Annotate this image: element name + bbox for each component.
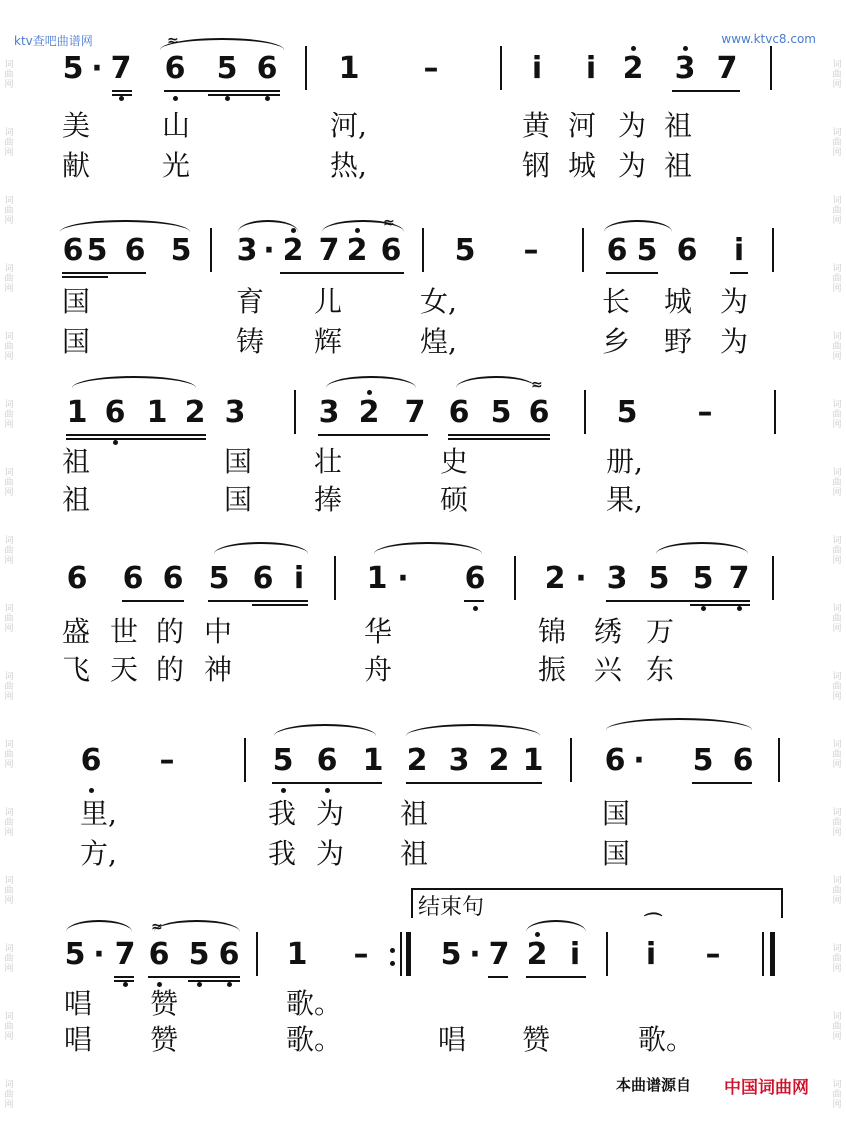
lyric: 方,: [80, 837, 117, 870]
lyric: 赞: [150, 987, 179, 1020]
lyric: 女,: [420, 285, 457, 318]
note: 2: [526, 938, 548, 972]
lyric: 壮: [314, 445, 343, 478]
side-watermark: 词 曲 网: [4, 1080, 14, 1110]
lyric: 万: [646, 615, 675, 648]
note: 3: [606, 561, 628, 596]
barline: [570, 738, 572, 782]
lyric: 祖: [664, 149, 693, 182]
note: 6 ≈: [148, 938, 170, 972]
slur: [374, 542, 482, 554]
note: 7: [716, 51, 738, 86]
barline-thick: [770, 932, 775, 976]
note: 1: [366, 561, 388, 596]
lyric: 为: [618, 109, 647, 142]
lyric: 的: [156, 615, 185, 648]
underline: [272, 782, 382, 784]
slur: [456, 376, 536, 388]
underline: [280, 272, 404, 274]
lyric: 里,: [80, 797, 117, 830]
note: 3: [448, 743, 470, 778]
note: 5: [170, 233, 192, 268]
dash: –: [423, 51, 439, 86]
note: 5: [188, 938, 210, 972]
lyric-line-2: [0, 654, 846, 686]
lyric: 煌,: [420, 325, 457, 358]
note: 6 ≈: [164, 52, 186, 86]
barline-thick: [406, 932, 411, 976]
lyric: 国: [62, 285, 91, 318]
lyric: 为: [720, 285, 749, 318]
barline: [772, 556, 774, 600]
underline: [66, 434, 206, 436]
note: 5: [86, 233, 108, 268]
note: 2: [184, 395, 206, 430]
repeat-dots: [390, 940, 396, 974]
slur: [214, 542, 308, 554]
slur: [274, 724, 376, 736]
slur: [406, 724, 540, 736]
note: 5: [216, 52, 238, 86]
barline: [422, 228, 424, 272]
note: 6: [256, 52, 278, 86]
note: 6: [604, 743, 626, 778]
barline: [584, 390, 586, 434]
note: 6: [66, 561, 88, 596]
lyric-line-2: [0, 150, 846, 182]
underline: [692, 782, 752, 784]
note: 6: [732, 743, 754, 778]
lyric: 舟: [364, 653, 393, 686]
slur: [66, 920, 132, 932]
note: 7: [404, 395, 426, 430]
note: 1: [286, 937, 308, 972]
note: 6: [122, 561, 144, 596]
note: 6: [124, 233, 146, 268]
note: 7: [488, 937, 510, 972]
barline: [778, 738, 780, 782]
source-site[interactable]: 中国词曲网: [724, 1078, 809, 1098]
note: 5: [648, 561, 670, 596]
lyric: 果,: [606, 483, 643, 516]
lyric: 史: [440, 445, 469, 478]
slur: [656, 542, 748, 554]
notes-row: [0, 744, 846, 784]
side-watermark: 词 曲 网: [4, 128, 14, 158]
dash: –: [353, 937, 369, 972]
side-watermark: 词 曲 网: [4, 1012, 14, 1042]
lyric: 河: [568, 109, 597, 142]
side-watermark: 词 曲 网: [832, 128, 842, 158]
note: 2: [346, 234, 368, 268]
underline: [606, 600, 750, 602]
lyric: 黄: [522, 109, 551, 142]
barline: [762, 932, 764, 976]
note: 6: [606, 233, 628, 268]
note: 1: [338, 51, 360, 86]
barline: [770, 46, 772, 90]
underline: [318, 434, 428, 436]
lyric: 热,: [330, 149, 367, 182]
lyric: 东: [646, 653, 675, 686]
notes-row: [0, 912, 846, 978]
note: 1: [522, 743, 544, 778]
lyric: 华: [364, 615, 393, 648]
lyric: 献: [62, 149, 91, 182]
note: i: [293, 561, 305, 596]
note: 6: [62, 233, 84, 268]
lyric: 我: [268, 797, 297, 830]
note: 3: [224, 395, 246, 430]
lyric: 振: [538, 653, 567, 686]
barline: [305, 46, 307, 90]
dash: –: [705, 937, 721, 972]
lyric: 乡: [602, 325, 631, 358]
underline: [730, 272, 748, 274]
lyric: 为: [720, 325, 749, 358]
note: 1: [146, 395, 168, 430]
lyric-line-1: [0, 988, 846, 1020]
lyric-line-2: [0, 1024, 846, 1056]
dot-mark: ·: [91, 51, 103, 86]
note: 5: [616, 395, 638, 430]
side-watermark: 词 曲 网: [832, 468, 842, 498]
watermark-right: www.ktvc8.com: [721, 32, 816, 46]
lyric-line-1: [0, 110, 846, 142]
notes-row: [0, 562, 846, 602]
lyric: 儿: [314, 285, 343, 318]
side-watermark: 词 曲 网: [832, 672, 842, 702]
lyric: 铸: [236, 325, 265, 358]
slur: [326, 376, 416, 388]
slur: [72, 376, 196, 388]
underline: [672, 90, 740, 92]
lyric: 唱: [438, 1023, 467, 1056]
note: 6: [252, 561, 274, 596]
barline: [500, 46, 502, 90]
lyric: 我: [268, 837, 297, 870]
barline: [294, 390, 296, 434]
note: i: [569, 937, 581, 972]
underline: [148, 976, 240, 978]
dot-mark: ·: [575, 561, 587, 596]
note: 6: [676, 233, 698, 268]
lyric: 天: [110, 653, 139, 686]
note: 2: [282, 234, 304, 268]
side-watermark: 词 曲 网: [4, 60, 14, 90]
note: 5: [692, 743, 714, 778]
underline: [488, 976, 508, 978]
note: 6: [218, 938, 240, 972]
lyric: 美: [62, 109, 91, 142]
underline: [188, 980, 240, 982]
source-label: 本曲谱源自: [616, 1076, 692, 1094]
note: 2: [622, 52, 644, 86]
underline: [252, 604, 308, 606]
dash: –: [697, 395, 713, 430]
lyric: 城: [664, 285, 693, 318]
lyric: 唱: [64, 987, 93, 1020]
lyric-line-1: [0, 286, 846, 318]
lyric: 河,: [330, 109, 367, 142]
note: 5: [636, 233, 658, 268]
lyric: 国: [224, 483, 253, 516]
lyric: 赞: [522, 1023, 551, 1056]
lyric: 硕: [440, 483, 469, 516]
barline: [514, 556, 516, 600]
side-watermark: 词 曲 网: [4, 944, 14, 974]
barline: [774, 390, 776, 434]
note: 1: [66, 395, 88, 430]
note: 2: [544, 561, 566, 596]
note: 7: [110, 52, 132, 86]
lyric-line-1: [0, 616, 846, 648]
barline: [772, 228, 774, 272]
lyric: 国: [62, 325, 91, 358]
note: 6 ≈: [380, 215, 402, 268]
underline: [526, 976, 586, 978]
note: 5: [490, 395, 512, 430]
underline: [114, 976, 134, 978]
side-watermark: 词 曲 网: [4, 332, 14, 362]
lyric: 城: [568, 149, 597, 182]
note: 7: [114, 938, 136, 972]
lyric: 祖: [400, 837, 429, 870]
note: i ⌒: [641, 912, 659, 972]
underline: [406, 782, 542, 784]
lyric: 祖: [62, 483, 91, 516]
side-watermark: 词 曲 网: [4, 400, 14, 430]
note: 2: [406, 743, 428, 778]
ending-label: 结束句: [418, 895, 485, 920]
note: 6 ≈: [528, 377, 550, 430]
side-watermark: 词 曲 网: [4, 536, 14, 566]
underline: [164, 90, 280, 92]
lyric-line-2: [0, 484, 846, 516]
side-watermark: 词 曲 网: [4, 196, 14, 226]
lyric: 的: [156, 653, 185, 686]
note: 5: [64, 937, 86, 972]
lyric: 世: [110, 615, 139, 648]
side-watermark: 词 曲 网: [832, 536, 842, 566]
lyric: 祖: [664, 109, 693, 142]
dot-mark: ·: [469, 937, 481, 972]
note: 6: [448, 395, 470, 430]
side-watermark: 词 曲 网: [4, 468, 14, 498]
watermark-left: ktv查吧曲谱网: [14, 34, 93, 48]
barline: [244, 738, 246, 782]
slur: [604, 220, 672, 232]
lyric-line-2: [0, 838, 846, 870]
barline: [606, 932, 608, 976]
lyric: 钢: [522, 149, 551, 182]
barline: [210, 228, 212, 272]
underline: [112, 90, 132, 92]
lyric: 歌。: [638, 1023, 695, 1056]
lyric: 为: [618, 149, 647, 182]
barline: [582, 228, 584, 272]
dot-mark: ·: [397, 561, 409, 596]
note: i: [733, 233, 745, 268]
lyric: 为: [316, 797, 345, 830]
barline: [400, 932, 402, 976]
lyric: 长: [602, 285, 631, 318]
side-watermark: 词 曲 网: [4, 876, 14, 906]
lyric: 辉: [314, 325, 343, 358]
underline: [448, 438, 550, 440]
side-watermark: 词 曲 网: [832, 808, 842, 838]
dash: –: [523, 233, 539, 268]
slur: [60, 220, 190, 232]
note: 5: [208, 561, 230, 596]
lyric: 兴: [594, 653, 623, 686]
side-watermark: 词 曲 网: [832, 196, 842, 226]
underline: [208, 94, 280, 96]
side-watermark: 词 曲 网: [832, 1012, 842, 1042]
note: i: [531, 51, 543, 86]
note: 2: [358, 396, 380, 430]
side-watermark: 词 曲 网: [832, 876, 842, 906]
slur: [606, 718, 752, 730]
dot-mark: ·: [93, 937, 105, 972]
dot-mark: ·: [263, 233, 275, 268]
lyric: 绣: [594, 615, 623, 648]
underline: [606, 272, 658, 274]
side-watermark: 词 曲 网: [832, 60, 842, 90]
note: 5: [692, 562, 714, 596]
lyric: 国: [224, 445, 253, 478]
barline: [256, 932, 258, 976]
side-watermark: 词 曲 网: [832, 332, 842, 362]
side-watermark: 词 曲 网: [832, 944, 842, 974]
note: 5: [440, 937, 462, 972]
dot-mark: ·: [633, 743, 645, 778]
note: 6: [316, 744, 338, 778]
lyric: 育: [236, 285, 265, 318]
underline: [208, 600, 308, 602]
underline: [62, 276, 108, 278]
notes-row: [0, 377, 846, 436]
note: 6: [80, 744, 102, 778]
slur: [154, 920, 240, 932]
lyric: 光: [162, 149, 191, 182]
slur: [238, 220, 298, 232]
underline: [448, 434, 550, 436]
lyric: 飞: [62, 653, 91, 686]
lyric: 为: [316, 837, 345, 870]
note: 3: [318, 395, 340, 430]
side-watermark: 词 曲 网: [832, 604, 842, 634]
lyric: 赞: [150, 1023, 179, 1056]
lyric: 歌。: [286, 1023, 343, 1056]
note: 5: [62, 51, 84, 86]
lyric: 国: [602, 837, 631, 870]
note: 2: [488, 743, 510, 778]
lyric: 歌。: [286, 987, 343, 1020]
side-watermark: 词 曲 网: [832, 264, 842, 294]
side-watermark: 词 曲 网: [832, 400, 842, 430]
note: 7: [318, 233, 340, 268]
underline: [122, 600, 184, 602]
lyric: 祖: [62, 445, 91, 478]
side-watermark: 词 曲 网: [4, 740, 14, 770]
underline: [114, 980, 134, 982]
lyric: 唱: [64, 1023, 93, 1056]
note: i: [585, 51, 597, 86]
underline: [464, 600, 484, 602]
side-watermark: 词 曲 网: [832, 1080, 842, 1110]
lyric-line-2: [0, 326, 846, 358]
side-watermark: 词 曲 网: [4, 672, 14, 702]
underline: [112, 94, 132, 96]
note: 1: [362, 743, 384, 778]
lyric: 盛: [62, 615, 91, 648]
barline: [334, 556, 336, 600]
note: 6: [104, 396, 126, 430]
side-watermark: 词 曲 网: [4, 808, 14, 838]
side-watermark: 词 曲 网: [832, 740, 842, 770]
dash: –: [159, 743, 175, 778]
underline: [66, 438, 206, 440]
lyric-line-1: [0, 446, 846, 478]
lyric: 锦: [538, 615, 567, 648]
notes-row: [0, 215, 846, 274]
lyric: 捧: [314, 483, 343, 516]
note: 5: [272, 744, 294, 778]
note: 7: [728, 562, 750, 596]
lyric: 国: [602, 797, 631, 830]
underline: [690, 604, 750, 606]
note: 3: [236, 233, 258, 268]
lyric: 神: [204, 653, 233, 686]
note: 6: [464, 562, 486, 596]
note: 5: [454, 233, 476, 268]
lyric-line-1: [0, 798, 846, 830]
underline: [62, 272, 146, 274]
lyric: 野: [664, 325, 693, 358]
lyric: 祖: [400, 797, 429, 830]
lyric: 山: [162, 109, 191, 142]
slur: [526, 920, 586, 932]
lyric: 册,: [606, 445, 643, 478]
note: 6: [162, 561, 184, 596]
lyric: 中: [204, 615, 233, 648]
note: 3: [674, 52, 696, 86]
side-watermark: 词 曲 网: [4, 604, 14, 634]
side-watermark: 词 曲 网: [4, 264, 14, 294]
